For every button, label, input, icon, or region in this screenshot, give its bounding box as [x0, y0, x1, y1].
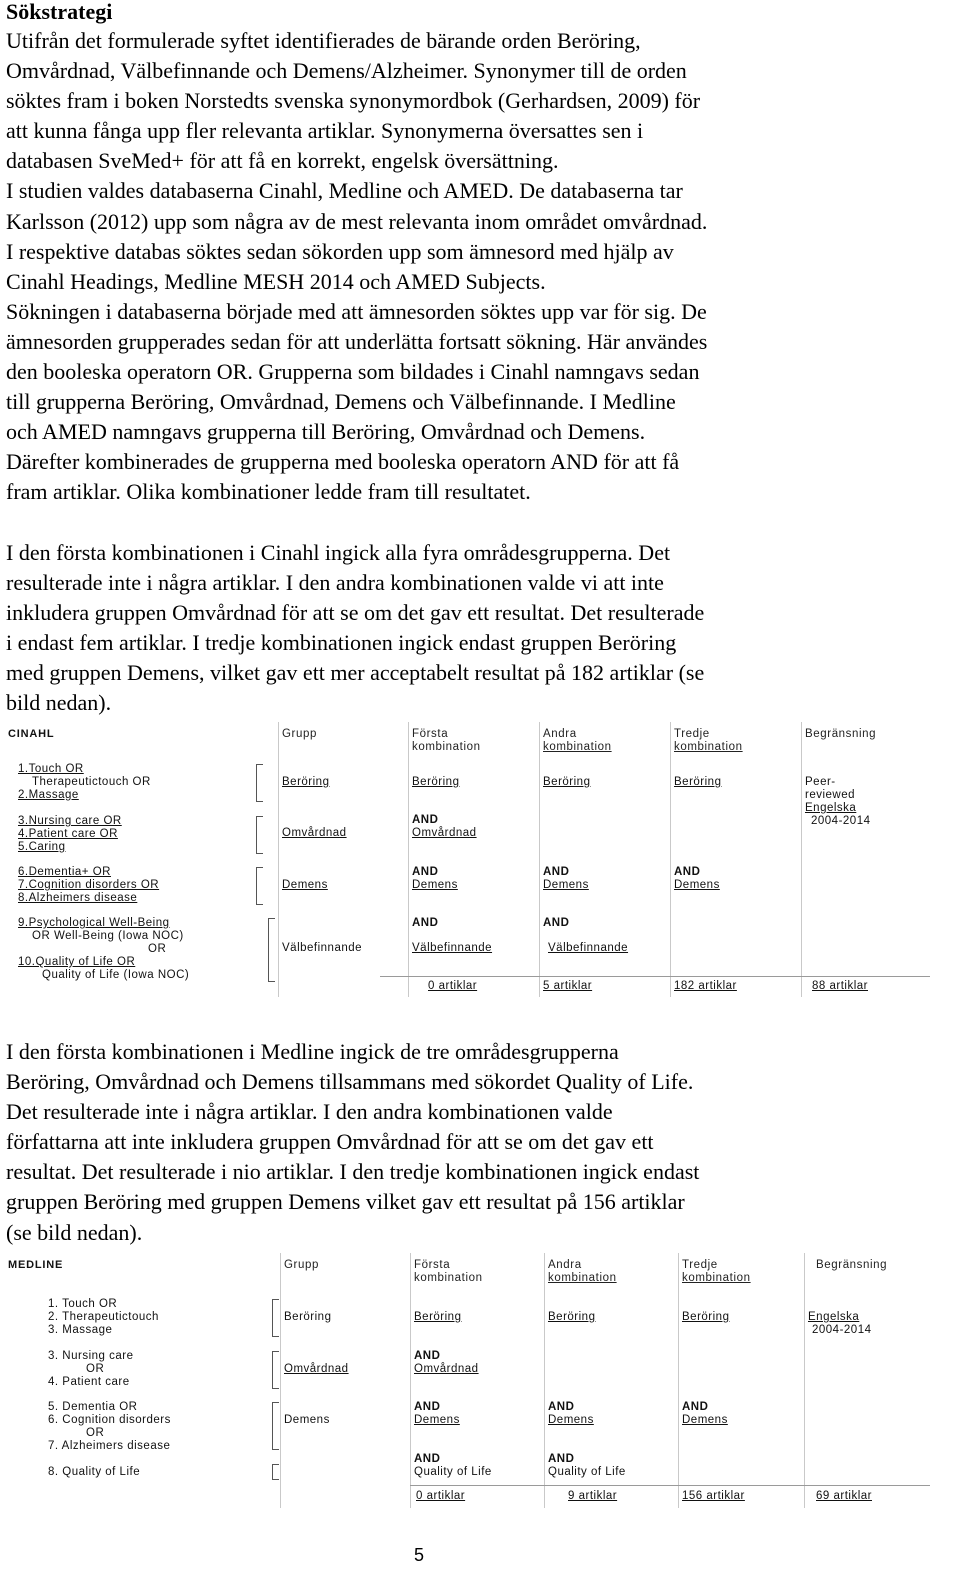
- term-line: OR: [86, 1427, 105, 1439]
- combo-cell: Beröring: [414, 1311, 462, 1323]
- combo-cell: Beröring: [682, 1311, 730, 1323]
- paragraph-search-strategy: Utifrån det formulerade syftet identifierades de bärande orden Beröring, Omvårdnad, Välbefinnande och Demens/Alzheimer. Synonymer till de orden söktes fram i boken Norstedts svenska synonymordbok (Gerhardsen, 2009) för att kunna fånga upp fler relevanta artiklar. Synonymerna översattes sen i databasen SveMed+ för att få en korrekt, engelsk översättning. I studien valdes databaserna Cinahl, Medline och AMED. De databaserna tar Karlsson (2012) upp som några av de mest relevanta inom området omvårdnad. I respektive databas söktes sedan sökorden upp som ämnesord med hjälp av Cinahl Headings, Medline MESH 2014 och AMED Subjects. Sökningen i databaserna började med att ämnesorden söktes upp var för sig. De ämnesorden grupperades sedan för att underlätta fortsatt sökning. Här användes den booleska operatorn OR. Grupperna som bildades i Cinahl namngavs sedan till grupperna Beröring, Omvårdnad, Demens och Välbefinnande. I Medline och AMED namngavs grupperna till Beröring, Omvårdnad och Demens. Därefter kombinerades de grupperna med booleska operatorn AND för att få fram artiklar. Olika kombinationer ledde fram till resultatet.: [6, 28, 708, 505]
- column-separator: [280, 1253, 281, 1508]
- result-divider: [380, 976, 930, 977]
- limit-line: 2004-2014: [811, 815, 871, 827]
- combo-cell: Demens: [414, 1414, 460, 1426]
- combo-cell: Demens: [682, 1414, 728, 1426]
- term-line: 4. Patient care: [48, 1376, 130, 1388]
- combo-cell: Välbefinnande: [412, 942, 493, 954]
- result-cell: 0 artiklar: [416, 1490, 466, 1502]
- header-limit: Begränsning: [816, 1259, 888, 1271]
- term-line: OR: [148, 943, 167, 955]
- header-second: Andra kombination: [543, 728, 612, 753]
- column-separator: [670, 722, 671, 997]
- combo-cell: Demens: [548, 1414, 594, 1426]
- column-separator: [544, 1253, 545, 1508]
- term-line: 3.Nursing care OR: [18, 815, 122, 827]
- group-label: Välbefinnande: [282, 942, 363, 954]
- term-line: 3. Nursing care: [48, 1350, 134, 1362]
- term-line: OR Well-Being (Iowa NOC): [32, 930, 184, 942]
- column-separator: [408, 722, 409, 997]
- column-separator: [801, 722, 802, 997]
- group-label: Demens: [282, 879, 328, 891]
- result-cell: 182 artiklar: [674, 980, 737, 992]
- result-cell: 69 artiklar: [816, 1490, 872, 1502]
- combo-cell: Omvårdnad: [414, 1363, 479, 1375]
- database-name: MEDLINE: [8, 1259, 64, 1271]
- header-first: Första kombination: [412, 728, 481, 753]
- limit-line: Engelska: [805, 802, 857, 814]
- term-line: 5. Dementia OR: [48, 1401, 138, 1413]
- combo-cell: Beröring: [548, 1311, 596, 1323]
- section-heading: Sökstrategi: [6, 0, 113, 24]
- term-line: 5.Caring: [18, 841, 66, 853]
- header-third: Tredje kombination: [682, 1259, 751, 1284]
- bracket: [272, 1464, 279, 1480]
- and-operator: AND: [682, 1401, 709, 1413]
- combo-cell: Demens: [543, 879, 589, 891]
- result-cell: 88 artiklar: [812, 980, 868, 992]
- page-number: 5: [414, 1545, 425, 1565]
- group-label: Omvårdnad: [284, 1363, 349, 1375]
- combo-cell: Quality of Life: [414, 1466, 492, 1478]
- and-operator: AND: [412, 866, 439, 878]
- header-limit: Begränsning: [805, 728, 877, 740]
- result-divider: [410, 1485, 930, 1486]
- bracket: [272, 1402, 279, 1450]
- bracket: [256, 867, 263, 905]
- term-line: Therapeutictouch OR: [32, 776, 151, 788]
- combo-cell: Demens: [674, 879, 720, 891]
- combo-cell: Beröring: [674, 776, 722, 788]
- result-cell: 5 artiklar: [543, 980, 593, 992]
- term-line: 7. Alzheimers disease: [48, 1440, 171, 1452]
- term-line: 3. Massage: [48, 1324, 113, 1336]
- term-line: 10.Quality of Life OR: [18, 956, 136, 968]
- term-line: 7.Cognition disorders OR: [18, 879, 160, 891]
- header-second: Andra kombination: [548, 1259, 617, 1284]
- and-operator: AND: [414, 1350, 441, 1362]
- and-operator: AND: [412, 917, 439, 929]
- group-label: Demens: [284, 1414, 330, 1426]
- combo-cell: Demens: [412, 879, 458, 891]
- bracket: [268, 918, 275, 982]
- and-operator: AND: [414, 1401, 441, 1413]
- result-cell: 9 artiklar: [568, 1490, 618, 1502]
- term-line: 9.Psychological Well-Being: [18, 917, 170, 929]
- header-group: Grupp: [282, 728, 317, 740]
- term-line: Quality of Life (Iowa NOC): [42, 969, 190, 981]
- result-cell: 0 artiklar: [428, 980, 478, 992]
- combo-cell: Beröring: [412, 776, 460, 788]
- combo-cell: Omvårdnad: [412, 827, 477, 839]
- group-label: Beröring: [284, 1311, 332, 1323]
- result-cell: 156 artiklar: [682, 1490, 745, 1502]
- header-first: Första kombination: [414, 1259, 483, 1284]
- paragraph-medline-combinations: I den första kombinationen i Medline ingick de tre områdesgrupperna Beröring, Omvårdnad och Demens tillsammans med sökordet Quality of Life. Det resulterade inte i några artiklar. I den andra kombinationen valde författarna att inte inkludera gruppen Omvårdnad för att se om det gav ett resultat. Det resulterade i nio artiklar. I den tredje kombinationen ingick endast gruppen Beröring med gruppen Demens vilket gav ett resultat på 156 artiklar (se bild nedan).: [6, 1039, 700, 1245]
- bracket: [256, 816, 263, 854]
- term-line: 6.Dementia+ OR: [18, 866, 111, 878]
- bracket: [256, 764, 263, 802]
- and-operator: AND: [548, 1453, 575, 1465]
- combo-cell: Välbefinnande: [548, 942, 629, 954]
- and-operator: AND: [548, 1401, 575, 1413]
- database-name: CINAHL: [8, 728, 55, 740]
- term-line: OR: [86, 1363, 105, 1375]
- term-line: 1. Touch OR: [48, 1298, 118, 1310]
- and-operator: AND: [543, 866, 570, 878]
- limit-line: reviewed: [805, 789, 856, 801]
- term-line: 4.Patient care OR: [18, 828, 118, 840]
- and-operator: AND: [674, 866, 701, 878]
- paragraph-cinahl-combinations: I den första kombinationen i Cinahl ingick alla fyra områdesgrupperna. Det resulterade inte i några artiklar. I den andra kombinationen valde vi att inte inkludera gruppen Omvårdnad för att se om det gav ett resultat. Det resulterade i endast fem artiklar. I tredje kombinationen ingick endast gruppen Beröring med gruppen Demens, vilket gav ett mer acceptabelt resultat på 182 artiklar (se bild nedan).: [6, 540, 705, 716]
- bracket: [272, 1351, 279, 1389]
- group-label: Beröring: [282, 776, 330, 788]
- term-line: 8. Quality of Life: [48, 1466, 141, 1478]
- medline-search-table: [4, 1253, 930, 1511]
- limit-line: Peer-: [805, 776, 836, 788]
- term-line: 6. Cognition disorders: [48, 1414, 171, 1426]
- bracket: [272, 1299, 279, 1337]
- term-line: 8.Alzheimers disease: [18, 892, 138, 904]
- term-line: 1.Touch OR: [18, 763, 84, 775]
- term-line: 2. Therapeutictouch: [48, 1311, 159, 1323]
- column-separator: [539, 722, 540, 997]
- combo-cell: Beröring: [543, 776, 591, 788]
- term-line: 2.Massage: [18, 789, 79, 801]
- column-separator: [278, 722, 279, 997]
- group-label: Omvårdnad: [282, 827, 347, 839]
- combo-cell: Quality of Life: [548, 1466, 626, 1478]
- and-operator: AND: [414, 1453, 441, 1465]
- header-group: Grupp: [284, 1259, 319, 1271]
- limit-line: 2004-2014: [812, 1324, 872, 1336]
- cinahl-search-table: [4, 722, 930, 1000]
- column-separator: [410, 1253, 411, 1508]
- header-third: Tredje kombination: [674, 728, 743, 753]
- limit-line: Engelska: [808, 1311, 860, 1323]
- and-operator: AND: [543, 917, 570, 929]
- and-operator: AND: [412, 814, 439, 826]
- column-separator: [804, 1253, 805, 1508]
- column-separator: [678, 1253, 679, 1508]
